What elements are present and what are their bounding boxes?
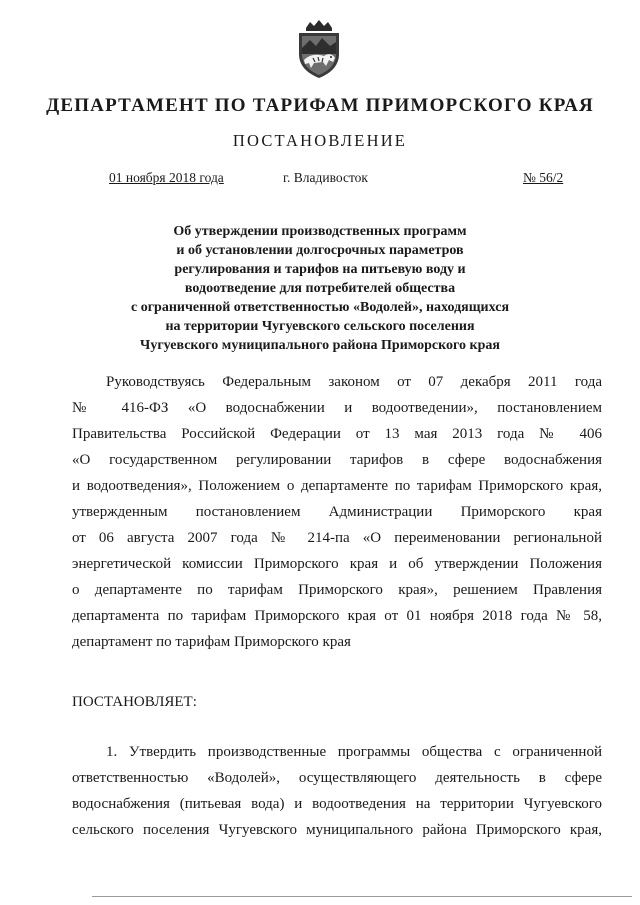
item-line: сельского поселения Чугуевского муниципального района Приморского края, [72, 822, 602, 838]
preamble-line: № 416-ФЗ «О водоснабжении и водоотведении», постановлением [72, 400, 602, 416]
page-bottom-edge [92, 896, 632, 897]
subject-line: Чугуевского муниципального района Приморского края [140, 338, 500, 353]
preamble-line: «О государственном регулировании тарифов в сфере водоснабжения [72, 452, 602, 468]
item-1-paragraph [72, 739, 602, 843]
item-line: 1. Утвердить производственные программы общества с ограниченной [106, 744, 602, 760]
subject-line: с ограниченной ответственностью «Водолей», находящихся [130, 300, 510, 315]
decree-heading: ПОСТАНОВЛЯЕТ: [72, 694, 197, 710]
preamble-line: Руководствуясь Федеральным законом от 07 декабря 2011 года [106, 374, 602, 390]
subject-line: водоотведение для потребителей общества [184, 281, 456, 296]
subject-line: регулирования и тарифов на питьевую воду и [174, 262, 466, 277]
subject-line: и об установлении долгосрочных параметров [176, 243, 464, 258]
document-city: г. Владивосток [283, 170, 368, 185]
preamble-line: от 06 августа 2007 года № 214-па «О переименовании региональной [72, 530, 602, 546]
document-number: № 56/2 [523, 170, 564, 185]
document-type: ПОСТАНОВЛЕНИЕ [232, 131, 408, 150]
preamble-paragraph [72, 369, 602, 655]
coat-of-arms-icon [288, 18, 350, 80]
preamble-line: о департаменте по тарифам Приморского края», решением Правления [72, 582, 602, 598]
preamble-line: утвержденным постановлением Администрации Приморского края [72, 504, 602, 520]
department-title: ДЕПАРТАМЕНТ ПО ТАРИФАМ ПРИМОРСКОГО КРАЯ [46, 95, 594, 116]
preamble-line: и водоотведения», Положением о департаменте по тарифам Приморского края, [72, 478, 602, 494]
preamble-line: департамента по тарифам Приморского края от 01 ноября 2018 года № 58, [72, 608, 602, 624]
item-line: ответственностью «Водолей», осуществляющего деятельность в сфере [72, 770, 602, 786]
subject-line: Об утверждении производственных программ [173, 224, 467, 239]
item-line: водоснабжения (питьевая вода) и водоотведения на территории Чугуевского [72, 796, 602, 812]
document-date: 01 ноября 2018 года [109, 170, 224, 185]
document-subject [110, 222, 530, 355]
preamble-line: Правительства Российской Федерации от 13 мая 2013 года № 406 [72, 426, 602, 442]
subject-line: на территории Чугуевского сельского поселения [165, 319, 475, 334]
preamble-line: департамент по тарифам Приморского края [72, 634, 351, 650]
preamble-line: энергетической комиссии Приморского края и об утверждении Положения [72, 556, 602, 572]
